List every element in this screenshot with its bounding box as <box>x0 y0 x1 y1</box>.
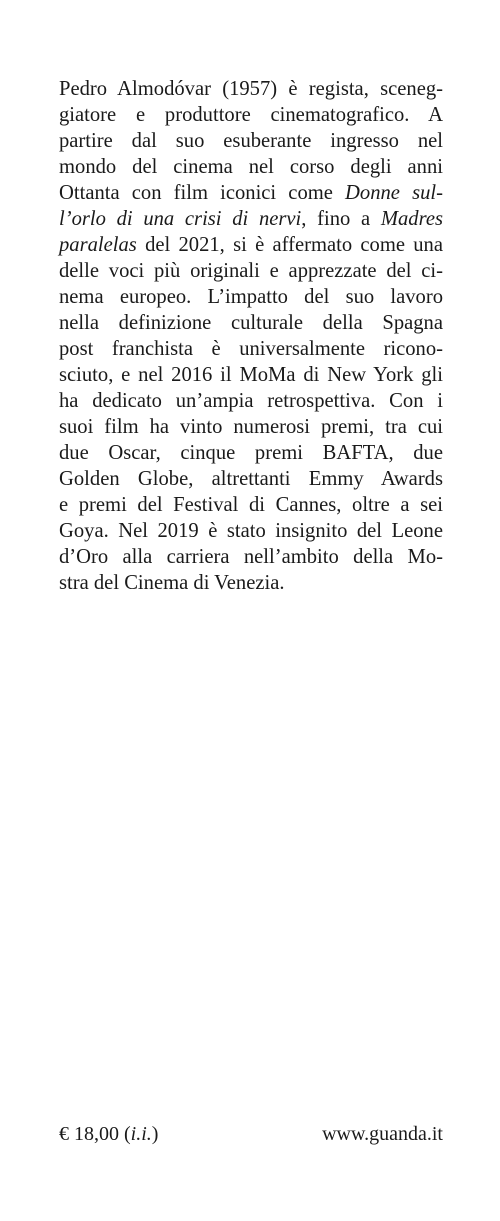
bio-line: Pedro Almodóvar (1957) è regista, sceneg- <box>59 78 443 100</box>
bio-line: sciuto, e nel 2016 il MoMa di New York gli <box>59 364 443 386</box>
bio-line: Goya. Nel 2019 è stato insignito del Leone <box>59 520 443 542</box>
bio-line: e premi del Festival di Cannes, oltre a sei <box>59 494 443 516</box>
bio-line: d’Oro alla carriera nell’ambito della Mo- <box>59 546 443 568</box>
price-label: € 18,00 (i.i.) <box>59 1123 159 1145</box>
bio-line: nella definizione culturale della Spagna <box>59 312 443 334</box>
bio-line: Golden Globe, altrettanti Emmy Awards <box>59 468 443 490</box>
film-title: Donne sul- <box>345 182 443 204</box>
bio-line: giatore e produttore cinematografico. A <box>59 104 443 126</box>
bio-line: Ottanta con film iconici come Donne sul- <box>59 182 443 204</box>
bio-line: post franchista è universalmente ricono- <box>59 338 443 360</box>
film-title: Madres <box>380 208 443 230</box>
film-title: paralelas <box>59 234 137 256</box>
bio-line: suoi film ha vinto numerosi premi, tra cui <box>59 416 443 438</box>
bio-line: l’orlo di una crisi di nervi, fino a Madres <box>59 208 443 230</box>
bio-line: partire dal suo esuberante ingresso nel <box>59 130 443 152</box>
bio-line: paralelas del 2021, si è affermato come una <box>59 234 443 256</box>
bio-line: delle voci più originali e apprezzate del ci- <box>59 260 443 282</box>
publisher-website: www.guanda.it <box>322 1123 443 1145</box>
bio-line: mondo del cinema nel corso degli anni <box>59 156 443 178</box>
film-title: l’orlo di una crisi di nervi <box>59 208 302 230</box>
cover-footer <box>59 1122 443 1146</box>
bio-line: ha dedicato un’ampia retrospettiva. Con i <box>59 390 443 412</box>
bio-line: stra del Cinema di Venezia. <box>59 572 285 594</box>
bio-line: nema europeo. L’impatto del suo lavoro <box>59 286 443 308</box>
author-biography <box>59 76 443 596</box>
bio-line: due Oscar, cinque premi BAFTA, due <box>59 442 443 464</box>
